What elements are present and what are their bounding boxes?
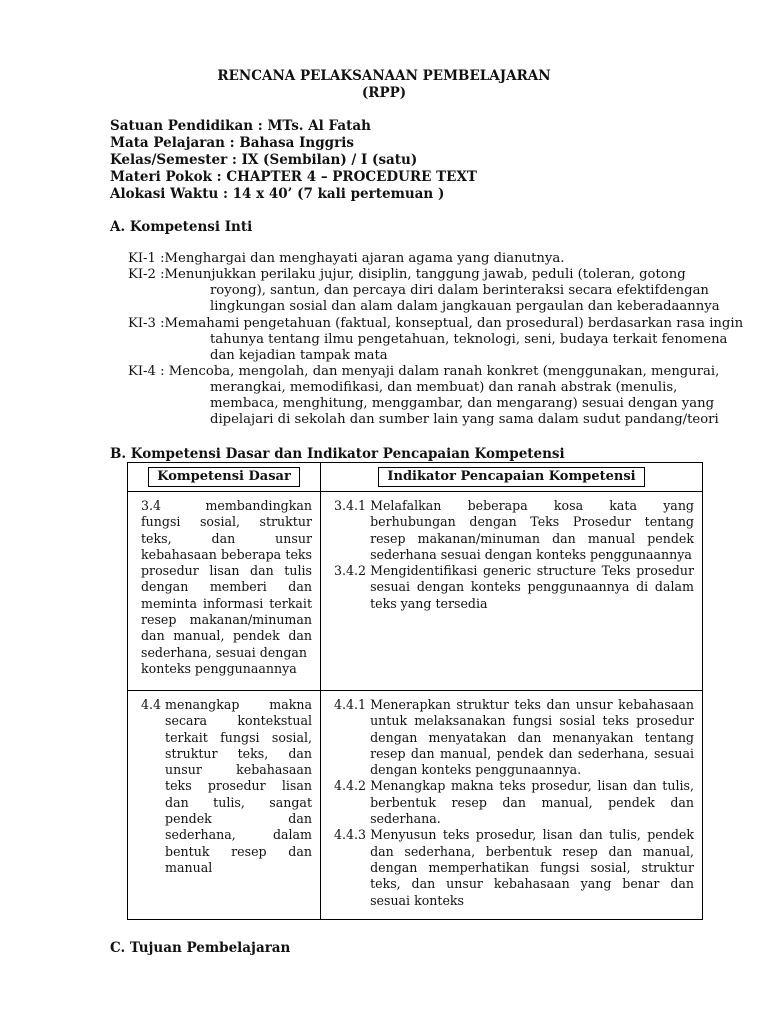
ki-3-line-3: dan kejadian tampak mata bbox=[210, 348, 388, 363]
ki-4-line-1: KI-4 : Mencoba, mengolah, dan menyaji dalam ranah konkret (menggunakan, mengurai, bbox=[128, 364, 720, 379]
section-c-heading: C. Tujuan Pembelajaran bbox=[110, 940, 291, 956]
indikator-4-4-1 bbox=[334, 697, 694, 778]
satuan-pendidikan: Satuan Pendidikan : MTs. Al Fatah bbox=[110, 118, 371, 134]
ki-1: KI-1 :Menghargai dan menghayati ajaran agama yang dianutnya. bbox=[128, 251, 565, 266]
indikator-4-4-cell bbox=[321, 691, 703, 920]
indikator-number: 4.4.3 bbox=[334, 827, 371, 843]
kd-4-4 bbox=[141, 697, 312, 876]
kd-3-4-text-end: konteks penggunaannya bbox=[141, 660, 297, 676]
indikator-number: 3.4.2 bbox=[334, 563, 371, 579]
indikator-4-4-2 bbox=[334, 778, 694, 827]
indikator-3-4-2 bbox=[334, 563, 694, 612]
section-b-heading: B. Kompetensi Dasar dan Indikator Pencapaian Kompetensi bbox=[110, 446, 565, 462]
indikator-text: Menerapkan struktur teks dan unsur kebahasaan untuk melaksanakan fungsi sosial teks prosedur dengan menyatakan dan menanyakan tentang resep dan manual, pendek dan sederhana, sesuai dengan konteks penggunaannya. bbox=[370, 697, 694, 778]
indikator-number: 4.4.2 bbox=[334, 778, 371, 794]
ki-4-line-3: membaca, menghitung, menggambar, dan mengarang) sesuai dengan yang bbox=[210, 396, 715, 411]
ki-2-line-2: royong), santun, dan percaya diri dalam berinteraksi secara efektifdengan bbox=[210, 283, 709, 298]
document-title: RENCANA PELAKSANAAN PEMBELAJARAN bbox=[217, 68, 551, 84]
table-row bbox=[128, 691, 703, 920]
indikator-number: 4.4.1 bbox=[334, 697, 371, 712]
kd-4-4-cell bbox=[128, 691, 321, 920]
mata-pelajaran: Mata Pelajaran : Bahasa Inggris bbox=[110, 135, 354, 151]
kd-3-4-text: 3.4 membandingkan fungsi sosial, struktur teks, dan unsur kebahasaan beberapa teks prosedur lisan dan tulis dengan memberi dan meminta informasi terkait resep makanan/minuman dan manual, pendek dan sederhana, sesuai dengan bbox=[141, 498, 312, 660]
ki-2-line-1: KI-2 :Menunjukkan perilaku jujur, disiplin, tanggung jawab, peduli (toleran, gotong bbox=[128, 267, 686, 282]
indikator-text: Melafalkan beberapa kosa kata yang berhubungan dengan Teks Prosedur tentang resep makanan/minuman dan manual pendek sederhana sesuai dengan konteks penggunaannya bbox=[370, 498, 694, 562]
header-kompetensi-dasar-label: Kompetensi Dasar bbox=[148, 467, 300, 487]
document-subtitle: (RPP) bbox=[361, 85, 407, 101]
header-kompetensi-dasar bbox=[128, 463, 321, 492]
kompetensi-table bbox=[127, 462, 703, 920]
kd-number: 4.4 bbox=[141, 697, 166, 712]
ki-3-line-1: KI-3 :Memahami pengetahuan (faktual, konseptual, dan prosedural) berdasarkan rasa ingin bbox=[128, 316, 744, 331]
kelas-semester: Kelas/Semester : IX (Sembilan) / I (satu) bbox=[110, 152, 418, 168]
table-header-row bbox=[128, 463, 703, 492]
ki-4-line-4: dipelajari di sekolah dan sumber lain yang sama dalam sudut pandang/teori bbox=[210, 412, 719, 427]
indikator-3-4-cell bbox=[321, 492, 703, 691]
indikator-text: Menyusun teks prosedur, lisan dan tulis, pendek dan sederhana, berbentuk resep dan manual, dengan memperhatikan fungsi sosial, struktur teks, dan unsur kebahasaan yang benar dan sesuai konteks bbox=[370, 827, 694, 908]
alokasi-waktu: Alokasi Waktu : 14 x 40’ (7 kali pertemuan ) bbox=[110, 186, 445, 202]
kd-text: menangkap makna secara kontekstual terkait fungsi sosial, struktur teks, dan unsur kebahasaan teks prosedur lisan dan tulis, sangat pendek dan sederhana, dalam bentuk resep dan manual bbox=[165, 697, 312, 875]
indikator-text: Menangkap makna teks prosedur, lisan dan tulis, berbentuk resep dan manual, pendek dan sederhana. bbox=[370, 778, 694, 827]
indikator-number: 3.4.1 bbox=[334, 498, 371, 513]
indikator-4-4-3 bbox=[334, 827, 694, 908]
table-row bbox=[128, 492, 703, 691]
ki-2-line-3: lingkungan sosial dan alam dalam jangkauan pergaulan dan keberadaannya bbox=[210, 299, 720, 314]
header-indikator bbox=[321, 463, 703, 492]
indikator-text: Mengidentifikasi generic structure Teks prosedur sesuai dengan konteks penggunaannya di dalam teks yang tersedia bbox=[370, 563, 694, 611]
ki-4-line-2: merangkai, memodifikasi, dan membuat) dan ranah abstrak (menulis, bbox=[210, 380, 678, 395]
indikator-3-4-1 bbox=[334, 498, 694, 563]
kd-3-4-cell bbox=[128, 492, 321, 691]
materi-pokok: Materi Pokok : CHAPTER 4 – PROCEDURE TEXT bbox=[110, 169, 477, 185]
header-indikator-label: Indikator Pencapaian Kompetensi bbox=[378, 467, 644, 487]
ki-3-line-2: tahunya tentang ilmu pengetahuan, teknologi, seni, budaya terkait fenomena bbox=[210, 332, 728, 347]
section-a-heading: A. Kompetensi Inti bbox=[110, 219, 253, 235]
